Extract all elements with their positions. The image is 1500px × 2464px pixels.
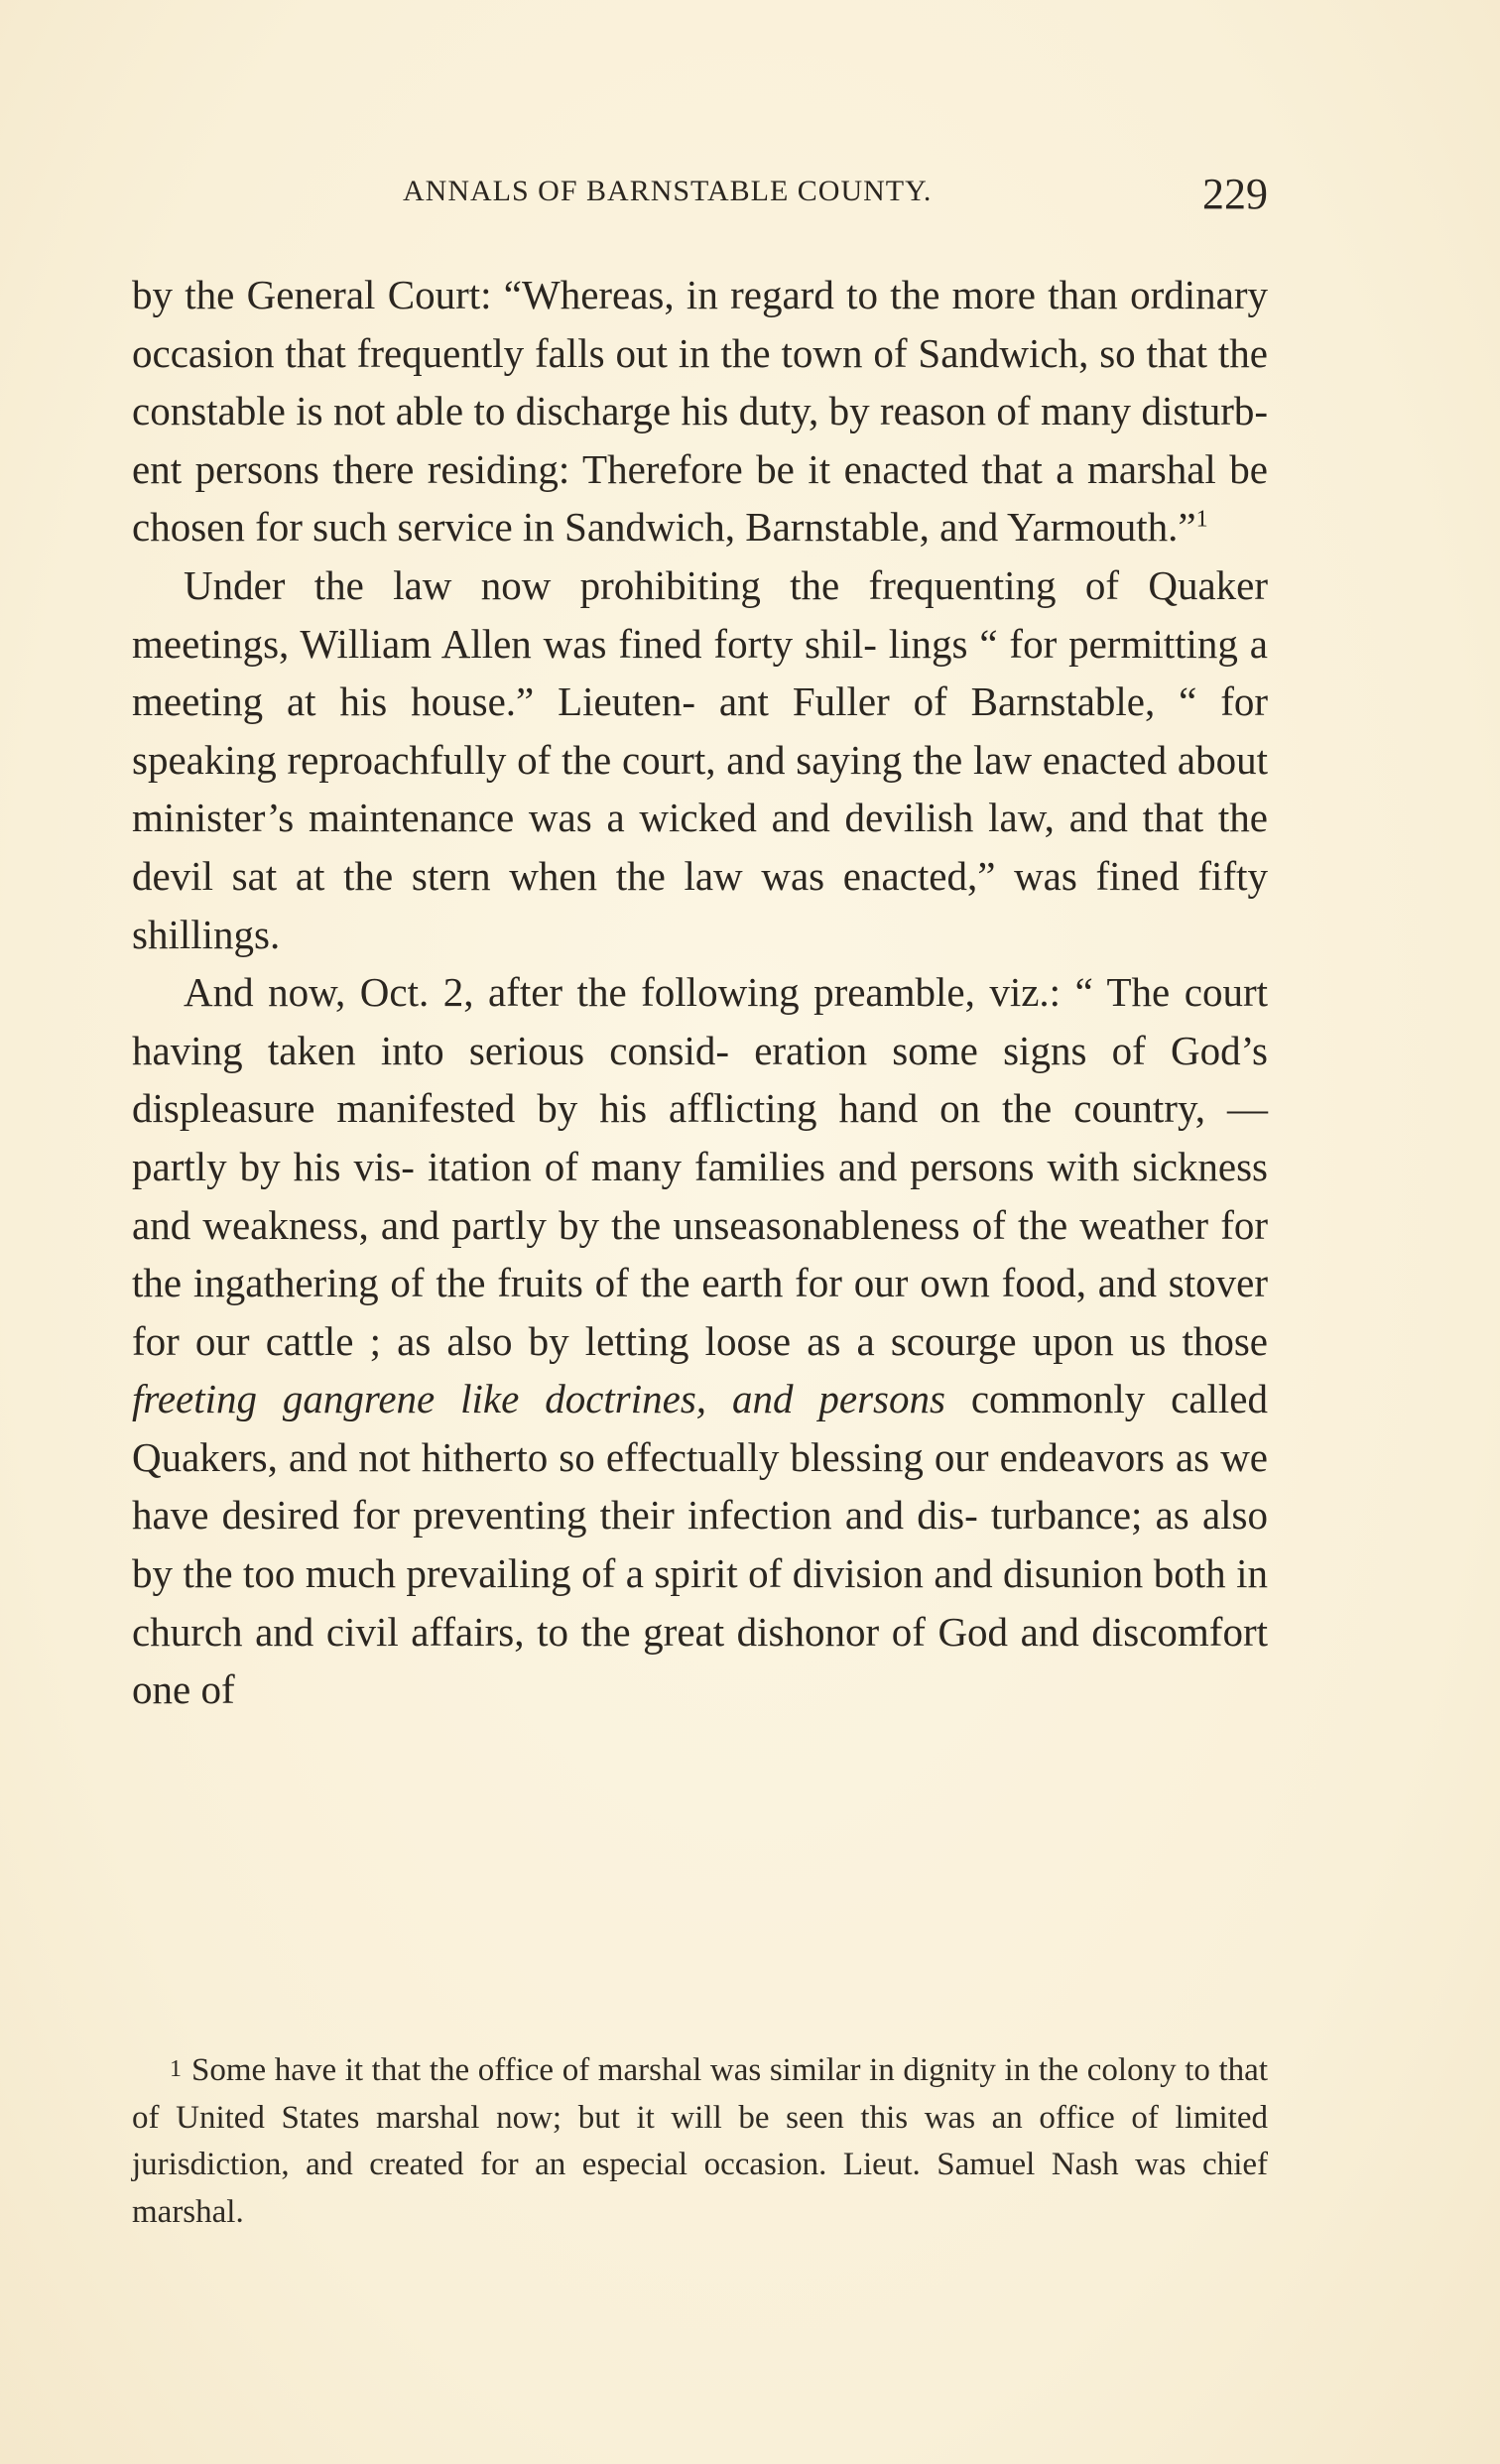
footnote-text: Some have it that the office of marshal was similar in dignity in the colony to that of United States marshal now; but it will be seen this was an office of limited jurisdiction, and created for an especial occasion. Lieut. Samuel Nash was chief marshal. [132,2052,1268,2230]
paragraph-3 [132,963,1268,1719]
footnote-reference: 1 [1195,506,1208,533]
footnotes [132,2046,1268,2236]
paragraph-1 [132,266,1268,556]
footnote-1 [132,2046,1268,2236]
page-number: 229 [1202,170,1268,218]
paragraph-3-text-b: commonly called Quakers, and not hitherto so effectually blessing our endeavors as we have desired for preventing their infection and dis- turbance; as also by the too much prevailing of a spirit of division and disunion both in church and civil affairs, to the great dishonor of God and discomfort one of [132,1376,1268,1713]
running-head: ANNALS OF BARNSTABLE COUNTY. [403,175,933,207]
paragraph-3-text-a: And now, Oct. 2, after the following preamble, viz.: “ The court having taken into serious consid- eration some signs of God’s displeasure manifested by his afflicting hand on the country, — partly by his vis- itation of many families and persons with sickness and weakness, and partly by the unseasonableness of the weather for the ingathering of the fruits of the earth for our own food, and stover for our cattle ; as also by letting loose as a scourge upon us those [132,969,1268,1364]
paragraph-2: Under the law now prohibiting the frequenting of Quaker meetings, William Allen was fined forty shil- lings “ for permitting a meeting at his house.” Lieuten- ant Fuller of Barnstable, “ for speaking reproachfully of the court, and saying the law enacted about minister’s maintenance was a wicked and devilish law, and that the devil sat at the stern when the law was enacted,” was fined fifty shillings. [132,561,1268,957]
footnote-mark: 1 [170,2056,182,2082]
paragraph-3-italic: freeting gangrene like doctrines, and persons [132,1376,945,1422]
page-header [129,169,1268,220]
paragraph-1-text: by the General Court: “Whereas, in regard to the more than ordinary occasion that frequently falls out in the town of Sandwich, so that the constable is not able to discharge his duty, by reason of many disturb- ent persons there residing: Therefore be it enacted that a marshal be chosen for such service in Sandwich, Barnstable, and Yarmouth.” [132,272,1268,551]
main-text [132,266,1268,1719]
